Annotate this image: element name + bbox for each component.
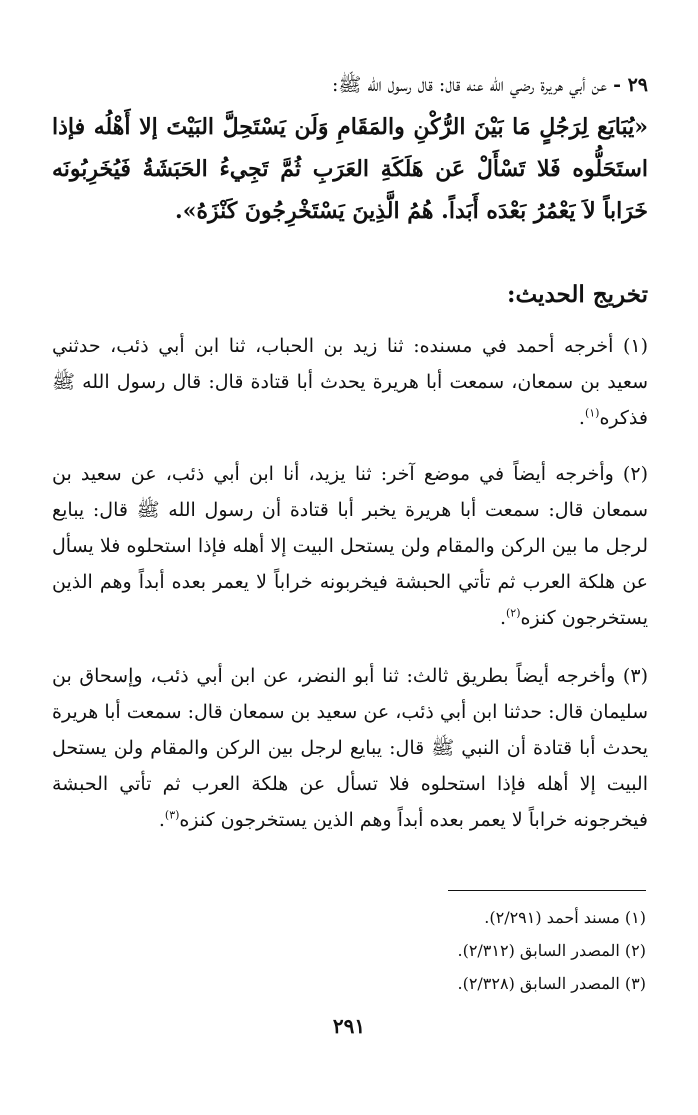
footnote-ref[interactable]: (٢): [505, 606, 521, 620]
paragraph-text: (٢) وأخرجه أيضاً في موضع آخر: ثنا يزيد، أنا ابن أبي ذئب، عن سعيد بن سمعان قال: سمعت أبا هريرة يخبر أبا قتادة أن رسول الله ﷺ قال: يبايع لرجل ما بين الركن والمقام ولن يستحل البيت إلا أهله فإذا استحلوه فلا يسأل عن هلكة العرب ثم تأتي الحبشة فيخربونه خراباً لا يعمر بعده أبداً وهم الذين يستخرجون كنزه: [52, 463, 648, 629]
footnote-ref[interactable]: (٣): [164, 808, 180, 822]
takhrij-paragraph-1: [52, 328, 648, 436]
hadith-intro: عن أبي هريرة رضي الله عنه قال: قال رسول الله ﷺ:: [332, 74, 608, 96]
footnote-2: (٢) المصدر السابق (٢/٣١٢).: [457, 941, 646, 960]
hadith-heading: [52, 70, 648, 100]
footnote-1: (١) مسند أحمد (٢/٢٩١).: [484, 908, 646, 927]
page-body: [52, 70, 648, 860]
section-title: تخريج الحديث:: [507, 281, 648, 308]
footnote-divider: [448, 890, 646, 891]
footnote-ref[interactable]: (١): [584, 406, 600, 420]
paragraph-text: (٣) وأخرجه أيضاً بطريق ثالث: ثنا أبو النضر، عن ابن أبي ذئب، وإسحاق بن سليمان قال: حدثنا ابن أبي ذئب، عن سعيد بن سمعان قال: سمعت أبا هريرة يحدث أبا قتادة أن النبي ﷺ قال: يبايع لرجل بين الركن والمقام ولن يستحل البيت إلا أهله فإذا استحلوه فلا تسأل عن هلكة العرب ثم تأتي الحبشة فيخرجونه خراباً لا يعمر بعده أبداً وهم الذين يستخرجون كنزه: [52, 665, 648, 831]
takhrij-paragraph-2: [52, 456, 648, 636]
paragraph-end: .: [499, 607, 506, 629]
paragraph-end: .: [578, 407, 585, 429]
takhrij-paragraph-3: [52, 658, 648, 838]
footnote-3: (٣) المصدر السابق (٢/٣٢٨).: [457, 974, 646, 993]
footnotes: [50, 890, 646, 1000]
hadith-number: ٢٩ -: [613, 74, 648, 96]
page-number: ٢٩١: [332, 1014, 366, 1038]
hadith-text: «يُبَايَع لِرَجُلٍ مَا بَيْنَ الرُّكْنِ والمَقَامِ وَلَن يَسْتَحِلَّ البَيْتَ إلا أَهْلُه فإذا استَحَلُّوه فَلا تَسْأَلْ عَن هَلَكَةِ العَرَبِ ثُمَّ تَجِيءُ الحَبَشَةُ فَيُخَرِبُونَه خَرَاباً لاَ يَعْمُرُ بَعْدَه أَبَداً. هُمُ الَّذِينَ يَسْتَخْرِجُونَ كَنْزَهُ».: [52, 114, 648, 224]
paragraph-text: (١) أخرجه أحمد في مسنده: ثنا زيد بن الحباب، ثنا ابن أبي ذئب، حدثني سعيد بن سمعان، سمعت أبا هريرة يحدث أبا قتادة قال: قال رسول الله ﷺ فذكره: [52, 335, 648, 429]
paragraph-end: .: [158, 809, 165, 831]
